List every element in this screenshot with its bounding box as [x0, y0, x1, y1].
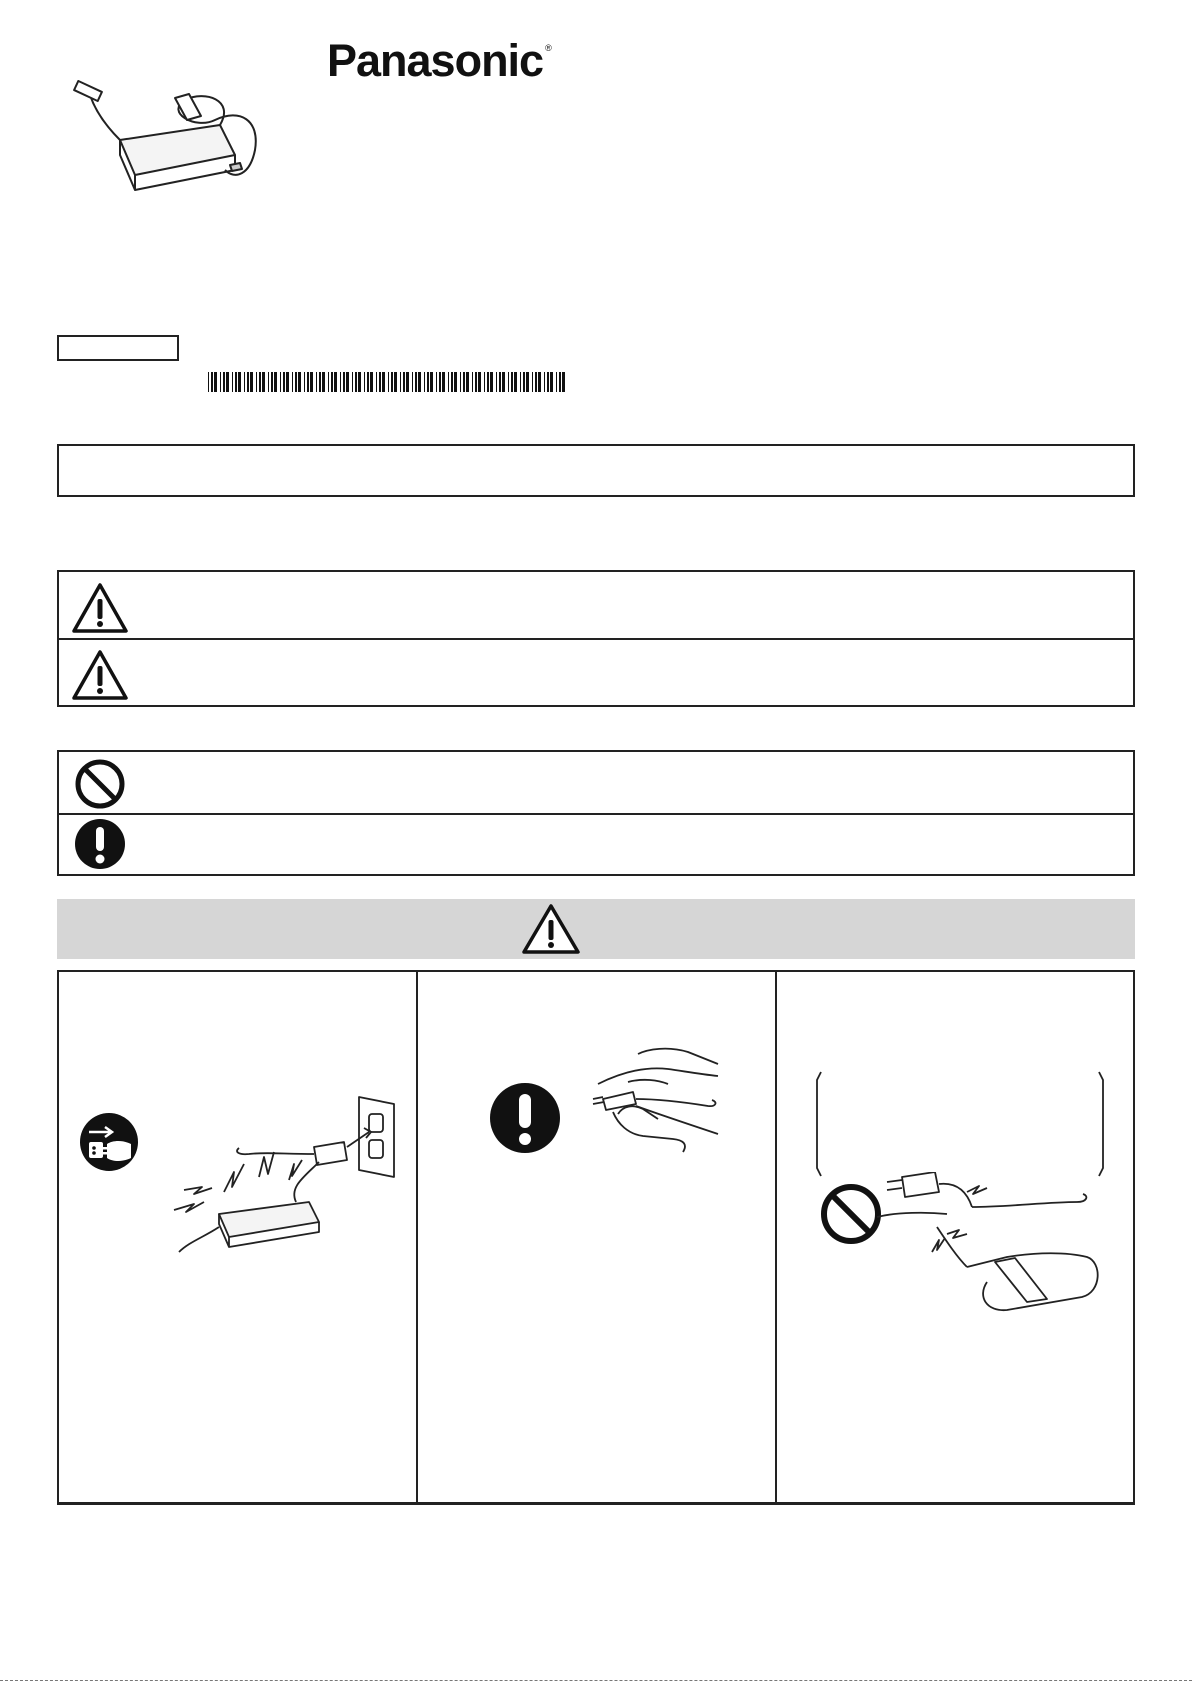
- barcode-bar: [238, 372, 241, 392]
- barcode-bar: [562, 372, 565, 392]
- barcode-bar: [364, 372, 365, 392]
- barcode-bar: [379, 372, 381, 392]
- barcode-bar: [535, 372, 537, 392]
- barcode-bar: [331, 372, 333, 392]
- hazard-row-1: [71, 579, 129, 637]
- barcode-bar: [403, 372, 405, 392]
- barcode-bar: [496, 372, 497, 392]
- warning-triangle-icon: [71, 649, 129, 701]
- barcode-bar: [439, 372, 441, 392]
- barcode-bar: [244, 372, 245, 392]
- barcode-bar: [307, 372, 309, 392]
- barcode: [208, 372, 570, 392]
- barcode-bar: [211, 372, 213, 392]
- barcode-bar: [388, 372, 389, 392]
- warning-banner: [57, 899, 1135, 959]
- warning-triangle-icon: [521, 903, 581, 955]
- panel-no-bundle: [777, 972, 1135, 1502]
- barcode-bar: [274, 372, 277, 392]
- panel-unplug: [59, 972, 416, 1502]
- barcode-bar: [523, 372, 525, 392]
- barcode-bar: [340, 372, 341, 392]
- barcode-bar: [343, 372, 345, 392]
- barcode-bar: [412, 372, 413, 392]
- brand-name: Panasonic: [327, 35, 544, 86]
- warning-triangle-icon: [71, 582, 129, 634]
- barcode-bar: [559, 372, 561, 392]
- barcode-bar: [376, 372, 377, 392]
- hazard-level-table: [57, 570, 1135, 707]
- barcode-bar: [328, 372, 329, 392]
- prohibited-icon: [74, 758, 126, 810]
- barcode-bar: [514, 372, 517, 392]
- barcode-bar: [478, 372, 481, 392]
- barcode-bar: [448, 372, 449, 392]
- barcode-bar: [460, 372, 461, 392]
- barcode-bar: [454, 372, 457, 392]
- barcode-bar: [292, 372, 293, 392]
- barcode-bar: [490, 372, 493, 392]
- barcode-bar: [427, 372, 429, 392]
- barcode-bar: [406, 372, 409, 392]
- note-box: [57, 444, 1135, 497]
- caution-panels: [57, 970, 1135, 1505]
- barcode-bar: [220, 372, 221, 392]
- unplug-icon: [79, 1112, 139, 1172]
- barcode-bar: [358, 372, 361, 392]
- barcode-bar: [316, 372, 317, 392]
- hazard-row-divider: [59, 638, 1133, 640]
- barcode-bar: [451, 372, 453, 392]
- unplug-outlet-illustration: [164, 1092, 409, 1257]
- barcode-bar: [298, 372, 301, 392]
- barcode-bar: [508, 372, 509, 392]
- hazard-row-2: [71, 646, 129, 704]
- symbol-table: [57, 750, 1135, 876]
- panel-hold-plug: [418, 972, 775, 1502]
- barcode-bar: [226, 372, 229, 392]
- barcode-bar: [418, 372, 421, 392]
- brand-logo: [327, 35, 551, 86]
- barcode-bar: [472, 372, 473, 392]
- barcode-bar: [436, 372, 437, 392]
- barcode-bar: [295, 372, 297, 392]
- barcode-bar: [391, 372, 393, 392]
- barcode-bar: [382, 372, 385, 392]
- barcode-bar: [250, 372, 253, 392]
- barcode-bar: [268, 372, 269, 392]
- barcode-bar: [466, 372, 469, 392]
- barcode-bar: [463, 372, 465, 392]
- coiled-cord-illustration: [877, 1172, 1127, 1312]
- barcode-bar: [502, 372, 505, 392]
- barcode-bar: [346, 372, 349, 392]
- mandatory-action-icon: [489, 1082, 561, 1154]
- hold-plug-illustration: [588, 1044, 728, 1164]
- barcode-bar: [322, 372, 325, 392]
- barcode-bar: [520, 372, 521, 392]
- barcode-bar: [400, 372, 401, 392]
- barcode-bar: [415, 372, 417, 392]
- prohibited-icon: [819, 1182, 883, 1246]
- barcode-bar: [424, 372, 425, 392]
- barcode-bar: [367, 372, 369, 392]
- barcode-bar: [475, 372, 477, 392]
- barcode-bar: [499, 372, 501, 392]
- ac-adapter-icon: [65, 80, 275, 200]
- barcode-bar: [235, 372, 237, 392]
- symbol-row-prohibited: [71, 755, 129, 813]
- symbol-row-divider: [59, 813, 1133, 815]
- barcode-bar: [247, 372, 249, 392]
- barcode-bar: [280, 372, 281, 392]
- barcode-bar: [262, 372, 265, 392]
- symbol-row-mandatory: [71, 815, 129, 873]
- cut-line: [0, 1680, 1192, 1681]
- barcode-bar: [550, 372, 553, 392]
- barcode-bar: [223, 372, 225, 392]
- barcode-bar: [256, 372, 257, 392]
- barcode-bar: [511, 372, 513, 392]
- barcode-bar: [304, 372, 305, 392]
- barcode-bar: [286, 372, 289, 392]
- barcode-bar: [532, 372, 533, 392]
- bracket-frame: [815, 1070, 1105, 1178]
- barcode-bar: [208, 372, 209, 392]
- barcode-bar: [370, 372, 373, 392]
- barcode-bar: [544, 372, 545, 392]
- barcode-bar: [334, 372, 337, 392]
- model-label-box: [57, 335, 179, 361]
- barcode-bar: [487, 372, 489, 392]
- barcode-bar: [214, 372, 217, 392]
- mandatory-action-icon: [74, 818, 126, 870]
- barcode-bar: [430, 372, 433, 392]
- barcode-bar: [442, 372, 445, 392]
- registered-mark: ®: [545, 43, 551, 53]
- barcode-bar: [283, 372, 285, 392]
- barcode-bar: [355, 372, 357, 392]
- barcode-bar: [319, 372, 321, 392]
- barcode-bar: [484, 372, 485, 392]
- barcode-bar: [556, 372, 557, 392]
- barcode-bar: [232, 372, 233, 392]
- barcode-bar: [538, 372, 541, 392]
- barcode-bar: [394, 372, 397, 392]
- barcode-bar: [352, 372, 353, 392]
- barcode-bar: [259, 372, 261, 392]
- barcode-bar: [271, 372, 273, 392]
- barcode-bar: [310, 372, 313, 392]
- barcode-bar: [526, 372, 529, 392]
- barcode-bar: [547, 372, 549, 392]
